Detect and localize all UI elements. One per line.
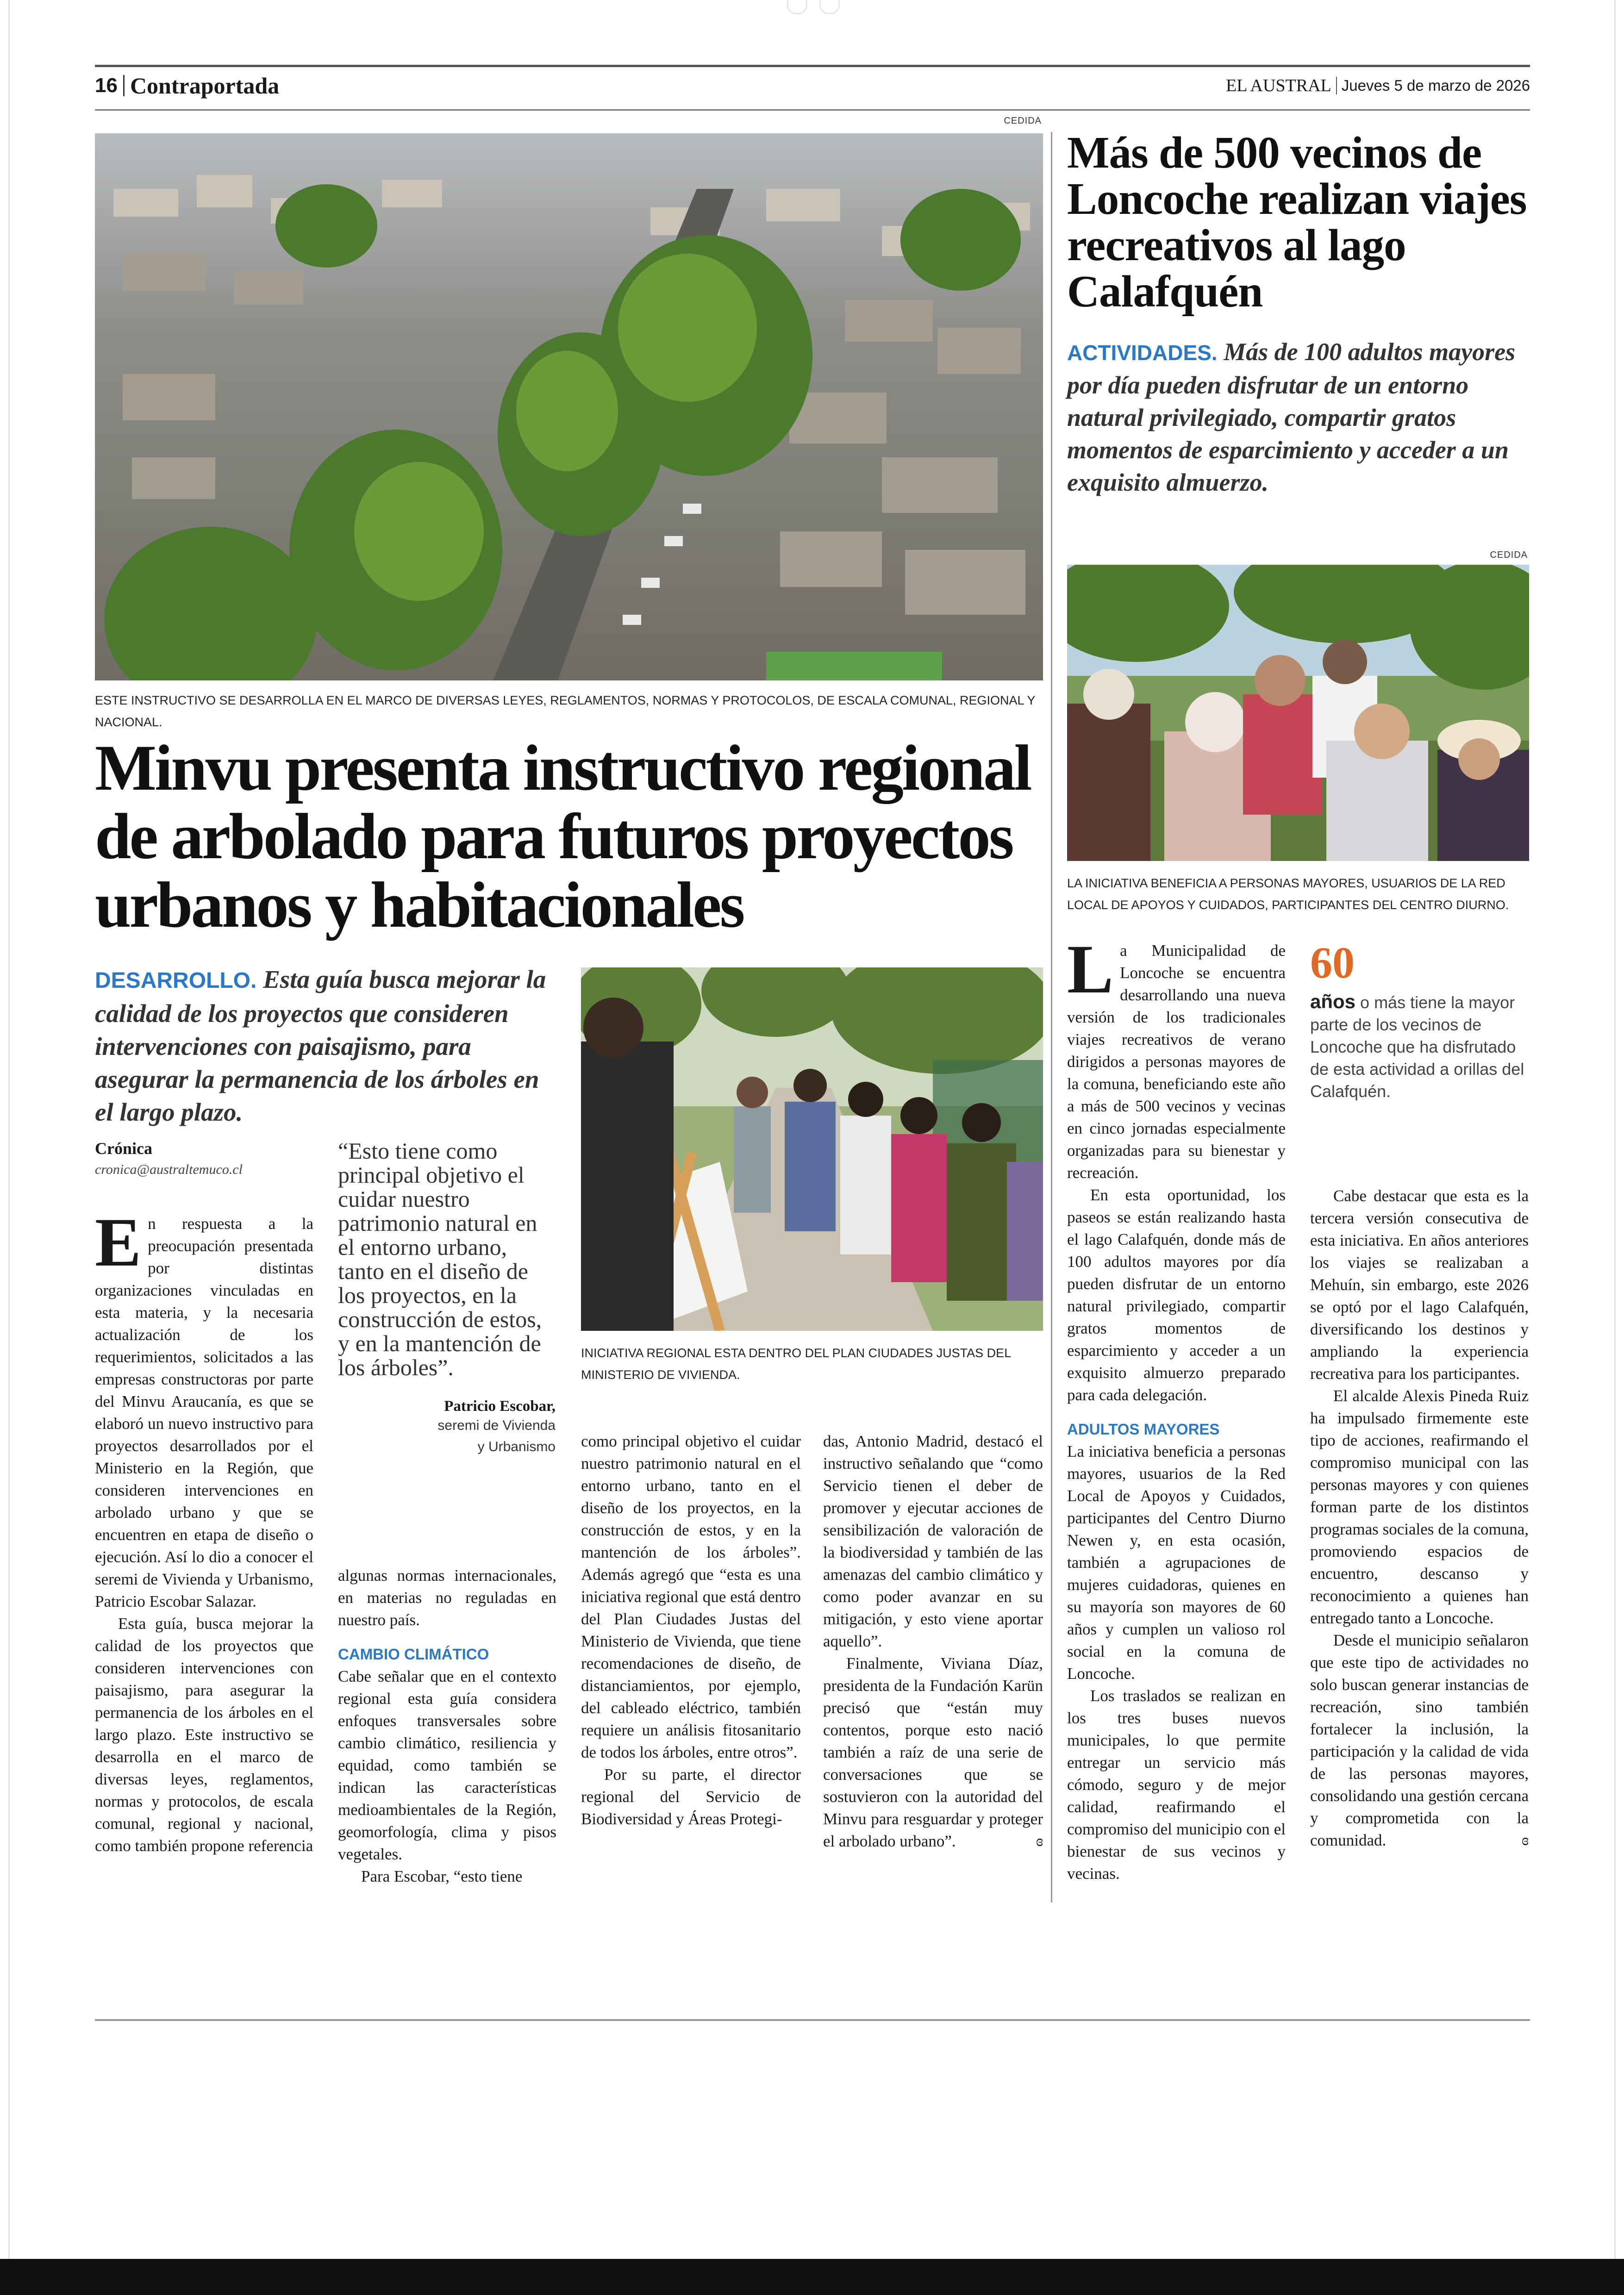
bottom-bar bbox=[0, 2259, 1624, 2295]
stat-number: 60 bbox=[1310, 938, 1355, 987]
side-kicker: ACTIVIDADES. bbox=[1067, 341, 1218, 365]
main-column-3 bbox=[581, 1430, 801, 1830]
page-number: 16 bbox=[95, 74, 118, 97]
quote-role: seremi de Vivienda y Urbanismo bbox=[437, 1418, 556, 1454]
side-deck bbox=[1067, 336, 1535, 499]
side-column-2 bbox=[1310, 1185, 1529, 1852]
page-left-edge bbox=[8, 0, 10, 2259]
stat-unit: años bbox=[1310, 991, 1356, 1012]
main-col3-p1: como principal objetivo el cuidar nuestro patrimonio natural en el entorno urbano, tanto en el diseño de los proyectos, en la construcción de estos, y en la mantención de los árboles”. Además agregó que “esta es una iniciativa regional que está dentro del Plan Ciudades Justas del Ministerio de Vivienda, que tiene recomendaciones de diseño, de distanciamientos, por ejemplo, del cableado eléctrico, también requiere un análisis fitosanitario de todos los árboles, entre otros”. bbox=[581, 1432, 801, 1761]
header-bottom-rule bbox=[95, 109, 1530, 111]
header-divider bbox=[123, 75, 125, 96]
side-col1-p1: a Municipalidad de Loncoche se encuentra desarrollando una nueva versión de los tradicionales viajes recreativos de verano dirigidos a personas mayores de la comuna, beneficiando este año a más de 500 vecinos y vecinas en cinco jornadas especialmente organizadas para su bienestar y recreación. bbox=[1067, 942, 1286, 1182]
main-column-1 bbox=[95, 1204, 313, 1857]
dropcap: E bbox=[95, 1204, 142, 1281]
header-divider bbox=[1336, 77, 1337, 94]
page-indicator-dot bbox=[787, 0, 807, 14]
author-name: Crónica bbox=[95, 1139, 152, 1158]
group-meeting-photo bbox=[581, 967, 1043, 1331]
side-col1-p3: La iniciativa beneficia a personas mayores, usuarios de la Red Local de Apoyos y Cuidados, participantes del Centro Diurno Newen y, en esta ocasión, también a agrupaciones de mujeres cuidadoras, quienes en su mayoría son mayores de 60 años y cumplen un valioso rol social en la comuna de Loncoche. bbox=[1067, 1442, 1286, 1683]
side-deck-text: Más de 100 adultos mayores por día pueden disfrutar de un entorno natural privilegiado, compartir gratos momentos de esparcimiento y acceder a un exquisito almuerzo. bbox=[1067, 338, 1516, 496]
header-right bbox=[1226, 67, 1530, 104]
stat-text: o más tiene la mayor parte de los vecinos de Loncoche que ha disfrutado de esta actividad a orillas del Calafquén. bbox=[1310, 993, 1524, 1101]
side-dropcap: L bbox=[1067, 931, 1114, 1008]
header-left bbox=[95, 67, 279, 104]
elderly-group-photo bbox=[1067, 565, 1529, 861]
main-col1-p2: Esta guía, busca mejorar la calidad de los proyectos que consideren intervenciones con paisajismo, para asegurar la permanencia de los árboles en el largo plazo. Este instructivo se desarrolla en el marco de diversas leyes, reglamentos, normas y protocolos, de escala comunal, regional y nacional, como también propone referencia bbox=[95, 1615, 313, 1855]
side-col1-p4: Los traslados se realizan en los tres buses nuevos municipales, lo que permite entregar un servicio más cómodo, seguro y de mejor calidad, reafirmando el compromiso del municipio con el bienestar de sus vecinos y vecinas. bbox=[1067, 1687, 1286, 1883]
climate-subhead: CAMBIO CLIMÁTICO bbox=[338, 1646, 489, 1663]
main-col4-p1: das, Antonio Madrid, destacó el instructivo señalando que “como Servicio tienen el deber de promover y ejecutar acciones de sensibilización de valoración de la biodiversidad y también de las amenazas del cambio climático y como poder avanzar en su mitigación, y esto viene aportar aquello”. bbox=[823, 1432, 1043, 1650]
side-photo-caption: LA INICIATIVA BENEFICIA A PERSONAS MAYORES, USUARIOS DE LA RED LOCAL DE APOYOS Y CUIDADOS, PARTICIPANTES DEL CENTRO DIURNO. bbox=[1067, 876, 1509, 912]
side-end-mark: ɞ bbox=[1521, 1832, 1529, 1849]
pull-quote: “Esto tiene como principal objetivo el cuidar nuestro patrimonio natural en el entorno urbano, tanto en el diseño de los proyectos, en la construcción de estos, y en la mantención de los árboles”. bbox=[338, 1138, 542, 1380]
photo-caption: ESTE INSTRUCTIVO SE DESARROLLA EN EL MARCO DE DIVERSAS LEYES, REGLAMENTOS, NORMAS Y PROTOCOLOS, DE ESCALA COMUNAL, REGIONAL Y NACIONAL. bbox=[95, 693, 1036, 729]
photo2-caption: INICIATIVA REGIONAL ESTA DENTRO DEL PLAN CIUDADES JUSTAS DEL MINISTERIO DE VIVIENDA. bbox=[581, 1346, 1011, 1382]
stat-box bbox=[1310, 940, 1532, 1103]
main-column-4 bbox=[823, 1430, 1043, 1852]
main-col2-p2: Cabe señalar que en el contexto regional esta guía considera enfoques transversales sobre cambio climático, resiliencia y equidad, como también se indican las características medioambientales de la Región, geomorfología, clima y pisos vegetales. bbox=[338, 1667, 556, 1863]
side-headline: Más de 500 vecinos de Loncoche realizan viajes recreativos al lago Calafquén bbox=[1067, 128, 1527, 316]
main-deck bbox=[95, 963, 558, 1129]
side-photo-credit: CEDIDA bbox=[1490, 550, 1528, 560]
main-col3-p2: Por su parte, el director regional del Servicio de Biodiversidad y Áreas Protegi- bbox=[581, 1765, 801, 1828]
newspaper-name: EL AUSTRAL bbox=[1226, 76, 1331, 95]
story-divider bbox=[1051, 132, 1052, 1902]
main-col4-p2: Finalmente, Viviana Díaz, presidenta de la Fundación Karün precisó que “están muy contentos, porque esto nació también a raíz de una serie de conversaciones que se sostuvieron con la autoridad del Minvu para resguardar y proteger el arbolado urbano”. bbox=[823, 1654, 1043, 1850]
side-col2-p1: Cabe destacar que esta es la tercera versión consecutiva de esta iniciativa. En años anteriores los viajes se realizaban a Mehuín, sin embargo, este 2026 se optó por el lago Calafquén, diversificando los destinos y ampliando la experiencia recreativa para los participantes. bbox=[1310, 1187, 1529, 1383]
main-headline: Minvu presenta instructivo regional de arbolado para futuros proyectos urbanos y habitacionales bbox=[95, 732, 1031, 941]
issue-date: Jueves 5 de marzo de 2026 bbox=[1341, 77, 1530, 94]
quote-name: Patricio Escobar, bbox=[444, 1398, 556, 1415]
side-col2-p2: El alcalde Alexis Pineda Ruiz ha impulsado firmemente este tipo de acciones, reafirmando el compromiso municipal con las personas mayores y con quienes forman parte de los distintos programas sociales de la comuna, promoviendo espacios de encuentro, descanso y reconocimiento a quienes han entregado tanto a Loncoche. bbox=[1310, 1387, 1529, 1627]
main-column-2 bbox=[338, 1565, 556, 1888]
main-col1-p1: n respuesta a la preocupación presentada por distintas organizaciones vinculadas en esta materia, y la necesaria actualización de los requerimientos, solicitados a las empresas constructoras por parte del Minvu Araucanía, es que se elaboró un nuevo instructivo para proyectos desarrollados por el Ministerio en la Región, que consideren intervenciones en arbolado urbano y que se encuentren en etapa de diseño o ejecución. Así lo dio a conocer el seremi de Vivienda y Urbanismo, Patricio Escobar Salazar. bbox=[95, 1215, 313, 1610]
main-deck-text: Esta guía busca mejorar la calidad de los proyectos que consideren intervenciones con paisajismo, para asegurar la permanencia de los árboles en el largo plazo. bbox=[95, 965, 546, 1126]
quote-attribution bbox=[338, 1398, 556, 1458]
byline bbox=[95, 1139, 317, 1178]
main-col2-p3: Para Escobar, “esto tiene bbox=[361, 1867, 523, 1885]
author-email: cronica@australtemuco.cl bbox=[95, 1162, 243, 1177]
aerial-city-photo bbox=[95, 133, 1043, 680]
page-right-edge bbox=[1614, 0, 1616, 2259]
page-indicator-dot bbox=[819, 0, 840, 14]
main-end-mark: ɞ bbox=[1036, 1833, 1043, 1850]
main-kicker: DESARROLLO. bbox=[95, 968, 257, 993]
side-col1-p2: En esta oportunidad, los paseos se están realizando hasta el lago Calafquén, donde más de 100 adultos mayores por día pueden disfrutar de un entorno natural privilegiado, compartir gratos momentos de esparcimiento y acceder a un exquisito almuerzo preparado para cada delegación. bbox=[1067, 1186, 1286, 1404]
stat-text-block bbox=[1310, 991, 1532, 1103]
footer-rule bbox=[95, 2019, 1530, 2021]
side-column-1 bbox=[1067, 931, 1286, 1885]
photo-credit: CEDIDA bbox=[1004, 116, 1042, 126]
elderly-subhead: ADULTOS MAYORES bbox=[1067, 1421, 1220, 1438]
section-name: Contraportada bbox=[130, 73, 280, 99]
side-col2-p3: Desde el municipio señalaron que este tipo de actividades no solo buscan generar instancias de recreación, sino también fortalecer la inclusión, la participación y la calidad de vida de las personas mayores, consolidando una gestión cercana y comprometida con la comunidad. bbox=[1310, 1631, 1529, 1849]
main-col2-p1: algunas normas internacionales, en materias no reguladas en nuestro país. bbox=[338, 1566, 556, 1629]
